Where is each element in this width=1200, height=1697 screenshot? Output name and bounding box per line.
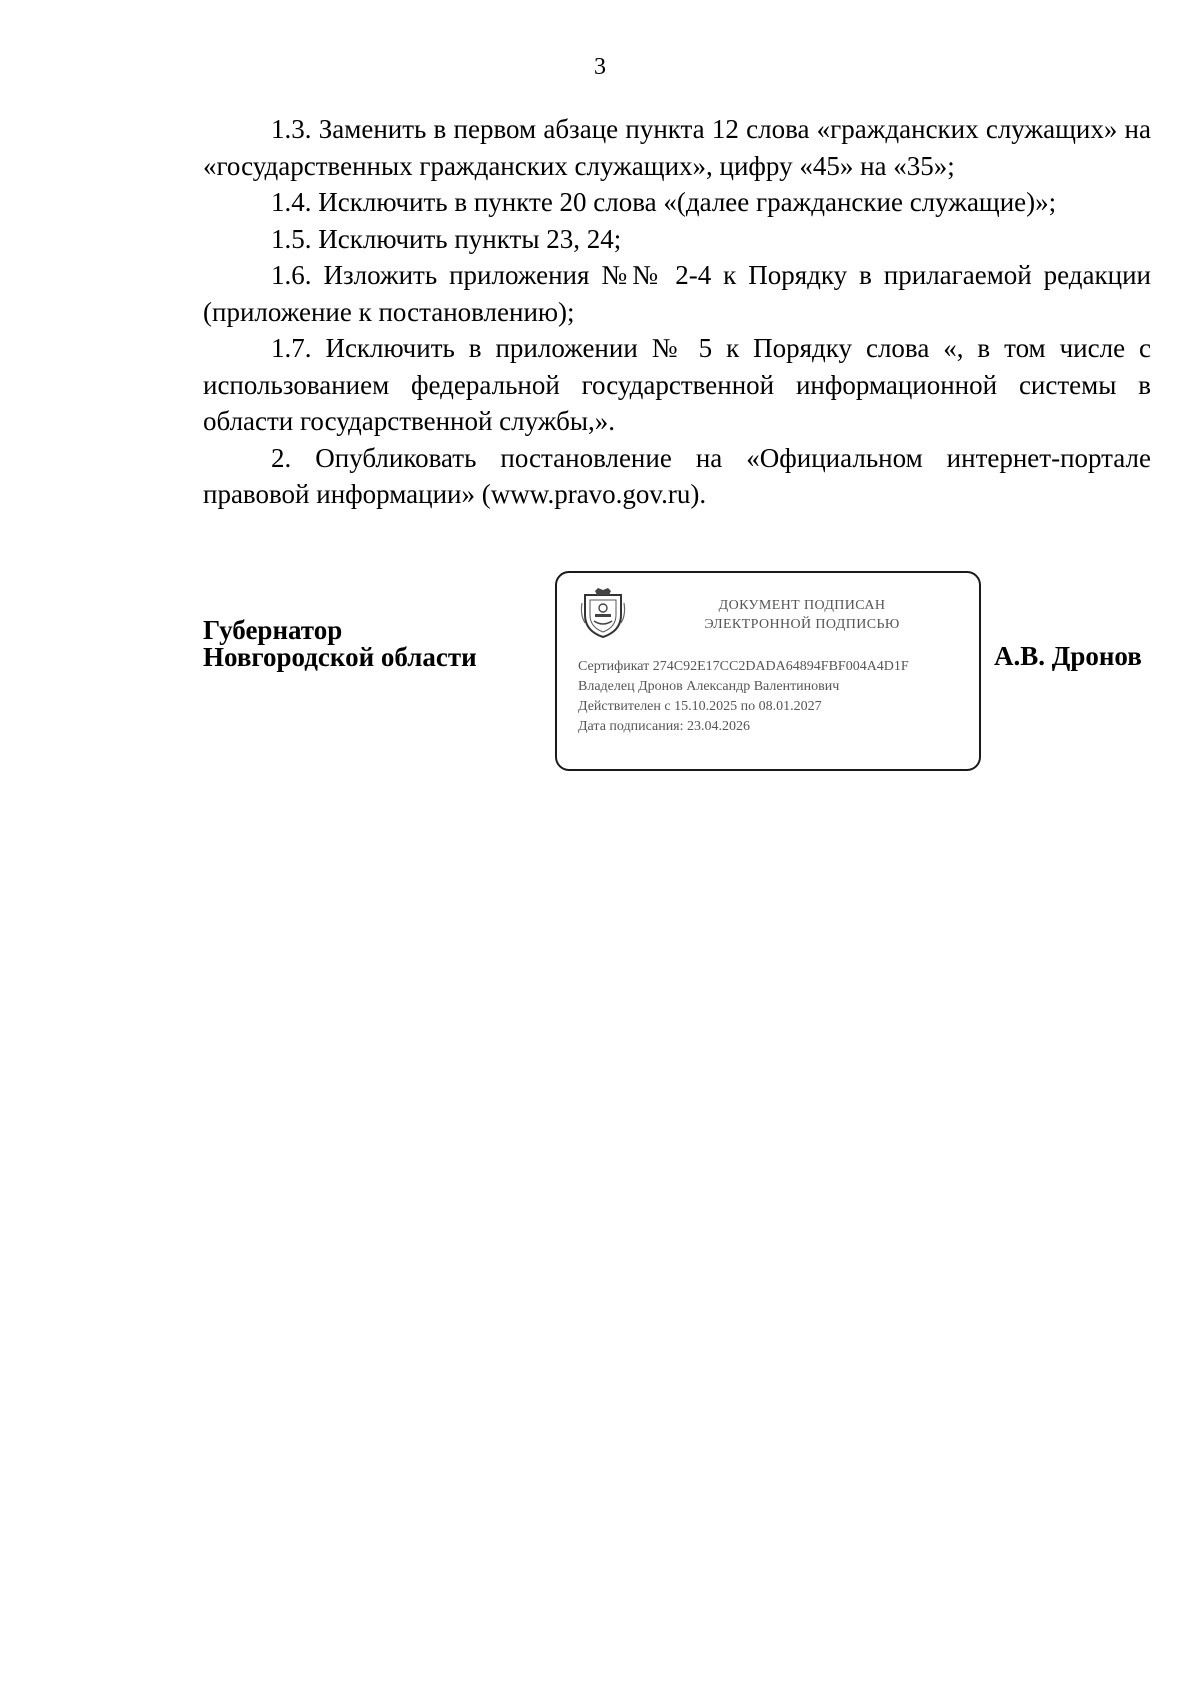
stamp-signed-date: Дата подписания: 23.04.2026 [578, 719, 751, 734]
stamp-heading-line-1: ДОКУМЕНТ ПОДПИСАН [718, 598, 886, 613]
paragraph-2: 2. Опубликовать постановление на «Официальном интернет-портале правовой информации» (www.pravo.gov.ru). [203, 442, 1151, 509]
paragraph-1-7: 1.7. Исключить в приложении № 5 к Порядку слова «, в том числе с использованием федеральной государственной информационной системы в области государственной службы,». [203, 333, 1151, 436]
electronic-signature-stamp [555, 571, 981, 771]
signatory-title-line-1: Губернатор [203, 615, 343, 645]
signatory-name: А.В. Дронов [994, 641, 1142, 671]
signatory-title-line-2: Новгородской области [203, 642, 477, 672]
stamp-certificate: Сертификат 274C92E17CC2DADA64894FBF004A4D1F [578, 659, 909, 674]
paragraph-1-5: 1.5. Исключить пункты 23, 24; [271, 223, 622, 254]
stamp-heading [657, 596, 947, 634]
stamp-details [578, 657, 909, 737]
document-body [203, 111, 1151, 513]
paragraph-1-3: 1.3. Заменить в первом абзаце пункта 12 слова «гражданских служащих» на «государственных гражданских служащих», цифру «45» на «35»; [203, 114, 1151, 181]
stamp-owner: Владелец Дронов Александр Валентинович [578, 679, 840, 694]
stamp-heading-line-2: ЭЛЕКТРОННОЙ ПОДПИСЬЮ [704, 617, 900, 632]
page-number: 3 [594, 54, 606, 80]
signatory-title [203, 617, 477, 671]
coat-of-arms-icon [580, 587, 626, 639]
paragraph-1-4: 1.4. Исключить в пункте 20 слова «(далее гражданские служащие)»; [271, 187, 1057, 217]
paragraph-1-6: 1.6. Изложить приложения №№ 2-4 к Порядку в прилагаемой редакции (приложение к постановлению); [203, 260, 1151, 327]
stamp-validity: Действителен с 15.10.2025 по 08.01.2027 [578, 699, 822, 714]
